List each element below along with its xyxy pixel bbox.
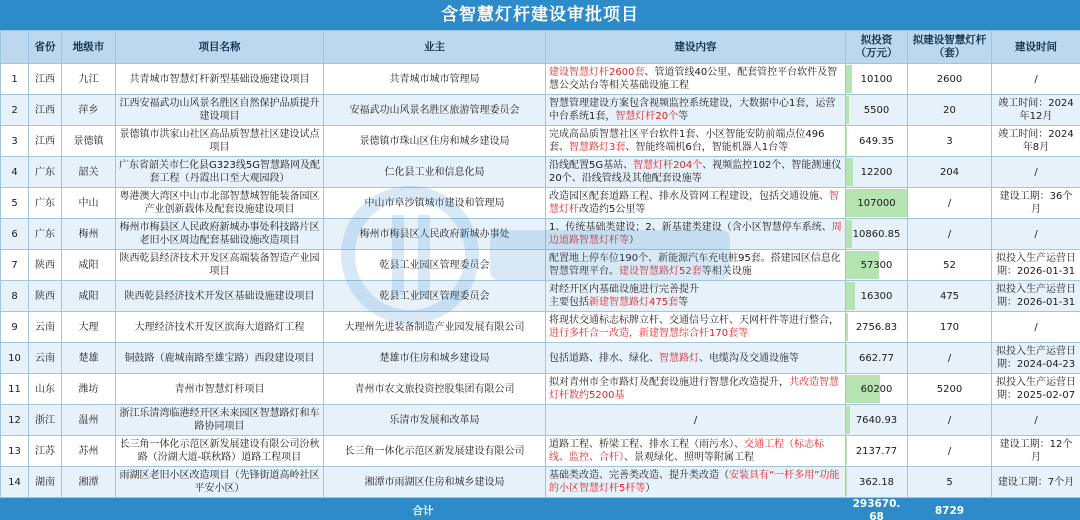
row-province: 浙江 (29, 405, 62, 436)
table-row (1, 219, 1080, 250)
row-index: 2 (1, 95, 29, 126)
row-owner: 景德镇市珠山区住房和城乡建设局 (324, 126, 546, 157)
content-text: 等 (678, 111, 689, 122)
row-province: 江西 (29, 64, 62, 95)
content-text: 改造园区配套道路工程、排水及管网工程建设，包括交通设施、 (549, 191, 829, 202)
row-project: 铜鼓路（鹿城南路至雄宝路）西段建设项目 (116, 343, 324, 374)
content-text: 1、传统基础类建设；2、新基建类建设（含小区智慧停车系统、 (549, 222, 832, 233)
content-text: 、电缆沟及交通设施等 (699, 352, 799, 364)
row-province: 广东 (29, 188, 62, 219)
content-text: / (693, 414, 698, 426)
row-content (546, 188, 846, 219)
row-index: 4 (1, 157, 29, 188)
highlight-text: 建设智慧路灯52套 (619, 266, 702, 277)
table-row (1, 188, 1080, 219)
row-investment (846, 436, 908, 467)
row-investment (846, 405, 908, 436)
investment-bar (846, 437, 847, 465)
row-investment (846, 126, 908, 157)
row-city: 咸阳 (62, 281, 116, 312)
row-investment (846, 250, 908, 281)
row-time: 竣工时间：2024年8月 (992, 126, 1080, 157)
investment-bar (846, 65, 852, 93)
content-text: 、智能终端机6台，智能机器人1台等 (625, 142, 789, 153)
total-row (1, 498, 1080, 520)
row-province: 广东 (29, 157, 62, 188)
row-content (546, 374, 846, 405)
highlight-text: 交通工程（标志标线、监控、合杆） (549, 439, 824, 463)
highlight-text: 周边道路智慧灯杆等 (549, 222, 842, 246)
row-lamps: 52 (908, 250, 992, 281)
row-time: 建设工期：7个月 (992, 467, 1080, 498)
row-lamps: 475 (908, 281, 992, 312)
row-project: 雨湖区老旧小区改造项目（先锋街道高岭社区平安小区） (116, 467, 324, 498)
total-investment: 293670.68 (846, 498, 908, 520)
row-lamps: 204 (908, 157, 992, 188)
content-text: 等 (678, 297, 689, 308)
highlight-text: 新建智慧路灯475套 (589, 297, 679, 308)
content-text: 基础类改造、完善类改造、提升类改造（ (549, 470, 729, 481)
row-owner: 乐清市发展和改革局 (324, 405, 546, 436)
content-text: 、视频监控102个、智能测速仪20个、沿线管线及其他配套设施等 (549, 160, 842, 184)
row-province: 云南 (29, 312, 62, 343)
row-investment (846, 374, 908, 405)
header-index (1, 31, 29, 64)
row-time: 拟投入生产运营日期：2025-02-07 (992, 374, 1080, 405)
content-text: 、管道管线40公里、配套管控平台软件及智慧公交站台等相关基础设施工程 (549, 67, 838, 91)
row-lamps: 170 (908, 312, 992, 343)
header-row (1, 31, 1080, 64)
row-content (546, 467, 846, 498)
row-time: 建设工期：12个月 (992, 436, 1080, 467)
row-content (546, 250, 846, 281)
row-content (546, 436, 846, 467)
investment-bar (846, 158, 853, 186)
row-province: 江苏 (29, 436, 62, 467)
row-owner: 楚雄市住房和城乡建设局 (324, 343, 546, 374)
row-time: 拟投入生产运营日期：2024-04-23 (992, 343, 1080, 374)
header-province: 省份 (29, 31, 62, 64)
row-owner: 仁化县工业和信息化局 (324, 157, 546, 188)
row-city: 湘潭 (62, 467, 116, 498)
row-lamps: / (908, 219, 992, 250)
row-city: 温州 (62, 405, 116, 436)
content-text: 完成高品质智慧社区平台软件1套、小区智能安防前端点位496套、 (549, 129, 825, 153)
row-owner: 中山市阜沙镇城市建设和管理局 (324, 188, 546, 219)
row-lamps: 5 (908, 467, 992, 498)
row-time: / (992, 219, 1080, 250)
content-text: 配置地上停车位190个、新能源汽车充电桩95套。搭建园区信息化智慧管理平台。 (549, 253, 841, 277)
row-province: 云南 (29, 343, 62, 374)
highlight-text: 智慧路灯3套 (569, 142, 626, 153)
row-lamps: 3 (908, 126, 992, 157)
row-owner: 乾县工业园区管理委员会 (324, 250, 546, 281)
highlight-text: 建设智慧灯杆2600套 (549, 67, 645, 78)
table-row (1, 467, 1080, 498)
row-city: 大理 (62, 312, 116, 343)
investment-value: 60200 (860, 383, 893, 395)
content-text: 等相关设施 (701, 266, 752, 277)
investment-value: 12200 (860, 166, 893, 178)
row-project: 广东省韶关市仁化县G323线5G智慧路网及配套工程（丹霞出口至大观园段） (116, 157, 324, 188)
row-time: / (992, 312, 1080, 343)
row-index: 6 (1, 219, 29, 250)
highlight-text: 智慧灯杆 (549, 191, 839, 215)
row-city: 苏州 (62, 436, 116, 467)
row-city: 潍坊 (62, 374, 116, 405)
investment-value: 10860.85 (852, 228, 901, 240)
table-row (1, 157, 1080, 188)
row-time: / (992, 64, 1080, 95)
row-owner: 安福武功山风景名胜区旅游管理委员会 (324, 95, 546, 126)
table-row (1, 250, 1080, 281)
row-time: 拟投入生产运营日期：2026-01-31 (992, 281, 1080, 312)
content-text: 沿线配置5G基站、 (549, 160, 634, 171)
row-index: 10 (1, 343, 29, 374)
investment-value: 362.18 (859, 476, 894, 488)
row-project: 梅州市梅县区人民政府新城办事处科技路片区老旧小区周边配套基础设施改造项目 (116, 219, 324, 250)
row-city: 楚雄 (62, 343, 116, 374)
row-owner: 青州市农文旅投资控股集团有限公司 (324, 374, 546, 405)
highlight-text: 共改造智慧灯杆数约5200基 (549, 377, 839, 401)
row-project: 共青城市智慧灯杆新型基础设施建设项目 (116, 64, 324, 95)
investment-bar (846, 313, 848, 341)
highlight-text: 智慧灯杆20个 (615, 111, 679, 122)
row-owner: 湘潭市雨湖区住房和城乡建设局 (324, 467, 546, 498)
row-province: 江西 (29, 126, 62, 157)
row-owner: 共青城市城市管理局 (324, 64, 546, 95)
row-content (546, 343, 846, 374)
row-index: 5 (1, 188, 29, 219)
row-city: 萍乡 (62, 95, 116, 126)
row-investment (846, 64, 908, 95)
total-label: 合计 (1, 498, 846, 520)
row-time: 建设工期：36个月 (992, 188, 1080, 219)
row-content (546, 64, 846, 95)
row-index: 14 (1, 467, 29, 498)
row-project: 粤港澳大湾区中山市北部智慧城智能装备园区产业创新载体及配套设施建设项目 (116, 188, 324, 219)
row-index: 1 (1, 64, 29, 95)
project-table (0, 30, 1080, 520)
row-project: 景德镇市洪家山社区高品质智慧社区建设试点项目 (116, 126, 324, 157)
row-content (546, 312, 846, 343)
row-lamps: 5200 (908, 374, 992, 405)
row-province: 山东 (29, 374, 62, 405)
content-text: 道路工程、桥梁工程、排水工程（雨污水）、 (549, 439, 744, 450)
table-row (1, 64, 1080, 95)
row-index: 9 (1, 312, 29, 343)
table-row (1, 436, 1080, 467)
row-city: 九江 (62, 64, 116, 95)
row-time: / (992, 405, 1080, 436)
row-index: 11 (1, 374, 29, 405)
row-lamps: 2600 (908, 64, 992, 95)
row-index: 3 (1, 126, 29, 157)
investment-bar (846, 96, 849, 124)
investment-value: 5500 (863, 104, 890, 116)
content-text: 、景观绿化、照明等附属工程 (624, 452, 754, 463)
row-content (546, 126, 846, 157)
investment-bar (846, 468, 847, 496)
investment-value: 7640.93 (855, 414, 898, 426)
highlight-text: 安装具有“一杆多用”功能的小区智慧灯杆5杆等 (549, 470, 840, 494)
header-city: 地级市 (62, 31, 116, 64)
row-lamps: / (908, 436, 992, 467)
content-text: 将现状交通标志标牌立杆、交通信号立杆、天网杆件等进行整合， (549, 315, 839, 326)
row-index: 13 (1, 436, 29, 467)
row-province: 陕西 (29, 281, 62, 312)
header-project: 项目名称 (116, 31, 324, 64)
content-text: 对经开区内基础设施进行完善提升 主要包括 (549, 284, 699, 308)
row-city: 韶关 (62, 157, 116, 188)
row-owner: 梅州市梅县区人民政府新城办事处 (324, 219, 546, 250)
row-city: 咸阳 (62, 250, 116, 281)
row-content (546, 219, 846, 250)
row-investment (846, 95, 908, 126)
header-time: 建设时间 (992, 31, 1080, 64)
table-row (1, 405, 1080, 436)
investment-value: 2756.83 (855, 321, 898, 333)
row-city: 景德镇 (62, 126, 116, 157)
sheet-title: 含智慧灯杆建设审批项目 (0, 0, 1080, 30)
investment-bar (846, 344, 847, 372)
row-time: 竣工时间：2024年12月 (992, 95, 1080, 126)
table-row (1, 343, 1080, 374)
row-content (546, 157, 846, 188)
content-text: ） (629, 235, 639, 246)
row-content (546, 95, 846, 126)
row-lamps: / (908, 188, 992, 219)
row-investment (846, 219, 908, 250)
header-owner: 业主 (324, 31, 546, 64)
row-province: 陕西 (29, 250, 62, 281)
row-project: 浙江乐清湾临港经开区未来园区智慧路灯和车路协同项目 (116, 405, 324, 436)
investment-bar (846, 127, 847, 155)
row-project: 陕西乾县经济技术开发区基础设施建设项目 (116, 281, 324, 312)
row-investment (846, 312, 908, 343)
row-time: / (992, 157, 1080, 188)
row-time: 拟投入生产运营日期：2026-01-31 (992, 250, 1080, 281)
row-index: 7 (1, 250, 29, 281)
row-project: 大理经济技术开发区滨海大道路灯工程 (116, 312, 324, 343)
content-text: 改造约5公里等 (579, 204, 646, 215)
row-owner: 乾县工业园区管理委员会 (324, 281, 546, 312)
table-row (1, 281, 1080, 312)
row-owner: 大理州先进装备制造产业园发展有限公司 (324, 312, 546, 343)
content-text: 包括道路、排水、绿化、 (549, 352, 659, 364)
row-investment (846, 343, 908, 374)
table-row (1, 374, 1080, 405)
investment-bar (846, 406, 850, 434)
investment-value: 10100 (860, 73, 893, 85)
investment-bar (846, 220, 852, 248)
investment-value: 2137.77 (855, 445, 898, 457)
investment-value: 57300 (860, 259, 893, 271)
table-row (1, 312, 1080, 343)
row-content (546, 405, 846, 436)
row-lamps: / (908, 405, 992, 436)
row-province: 广东 (29, 219, 62, 250)
content-text: 智慧管理建设方案包含视频监控系统建设，大数据中心1套，运营中台系统1套， (549, 98, 836, 122)
header-investment: 拟投资 （万元） (846, 31, 908, 64)
row-city: 梅州 (62, 219, 116, 250)
investment-value: 16300 (860, 290, 893, 302)
table-row (1, 95, 1080, 126)
row-lamps: / (908, 343, 992, 374)
investment-value: 107000 (857, 197, 896, 209)
row-investment (846, 281, 908, 312)
highlight-text: 智慧灯杆204个 (633, 160, 703, 171)
row-investment (846, 188, 908, 219)
highlight-text: 智慧路灯 (659, 352, 699, 364)
highlight-text: 进行多杆合一改造，新建智慧综合杆170套等 (549, 328, 749, 339)
content-text: 拟对青州市全市路灯及配套设施进行智慧化改造提升， (549, 377, 789, 388)
row-index: 8 (1, 281, 29, 312)
investment-value: 649.35 (859, 135, 894, 147)
row-investment (846, 157, 908, 188)
row-province: 湖南 (29, 467, 62, 498)
row-project: 长三角一体化示范区新发展建设有限公司汾秋路（汾湖大道-联秋路）道路工程项目 (116, 436, 324, 467)
content-text: ） (645, 483, 656, 494)
row-lamps: 20 (908, 95, 992, 126)
row-project: 江西安福武功山风景名胜区自然保护品质提升建设项目 (116, 95, 324, 126)
row-project: 青州市智慧灯杆项目 (116, 374, 324, 405)
header-lamps: 拟建设智慧灯杆 （套） (908, 31, 992, 64)
investment-bar (846, 282, 855, 310)
row-project: 陕西乾县经济技术开发区高端装备智造产业园项目 (116, 250, 324, 281)
row-content (546, 281, 846, 312)
total-empty (992, 498, 1080, 520)
row-owner: 长三角一体化示范区新发展建设有限公司 (324, 436, 546, 467)
row-province: 江西 (29, 95, 62, 126)
total-lamps: 8729 (908, 498, 992, 520)
row-index: 12 (1, 405, 29, 436)
row-investment (846, 467, 908, 498)
investment-value: 662.77 (859, 352, 894, 364)
header-content: 建设内容 (546, 31, 846, 64)
row-city: 中山 (62, 188, 116, 219)
table-row (1, 126, 1080, 157)
